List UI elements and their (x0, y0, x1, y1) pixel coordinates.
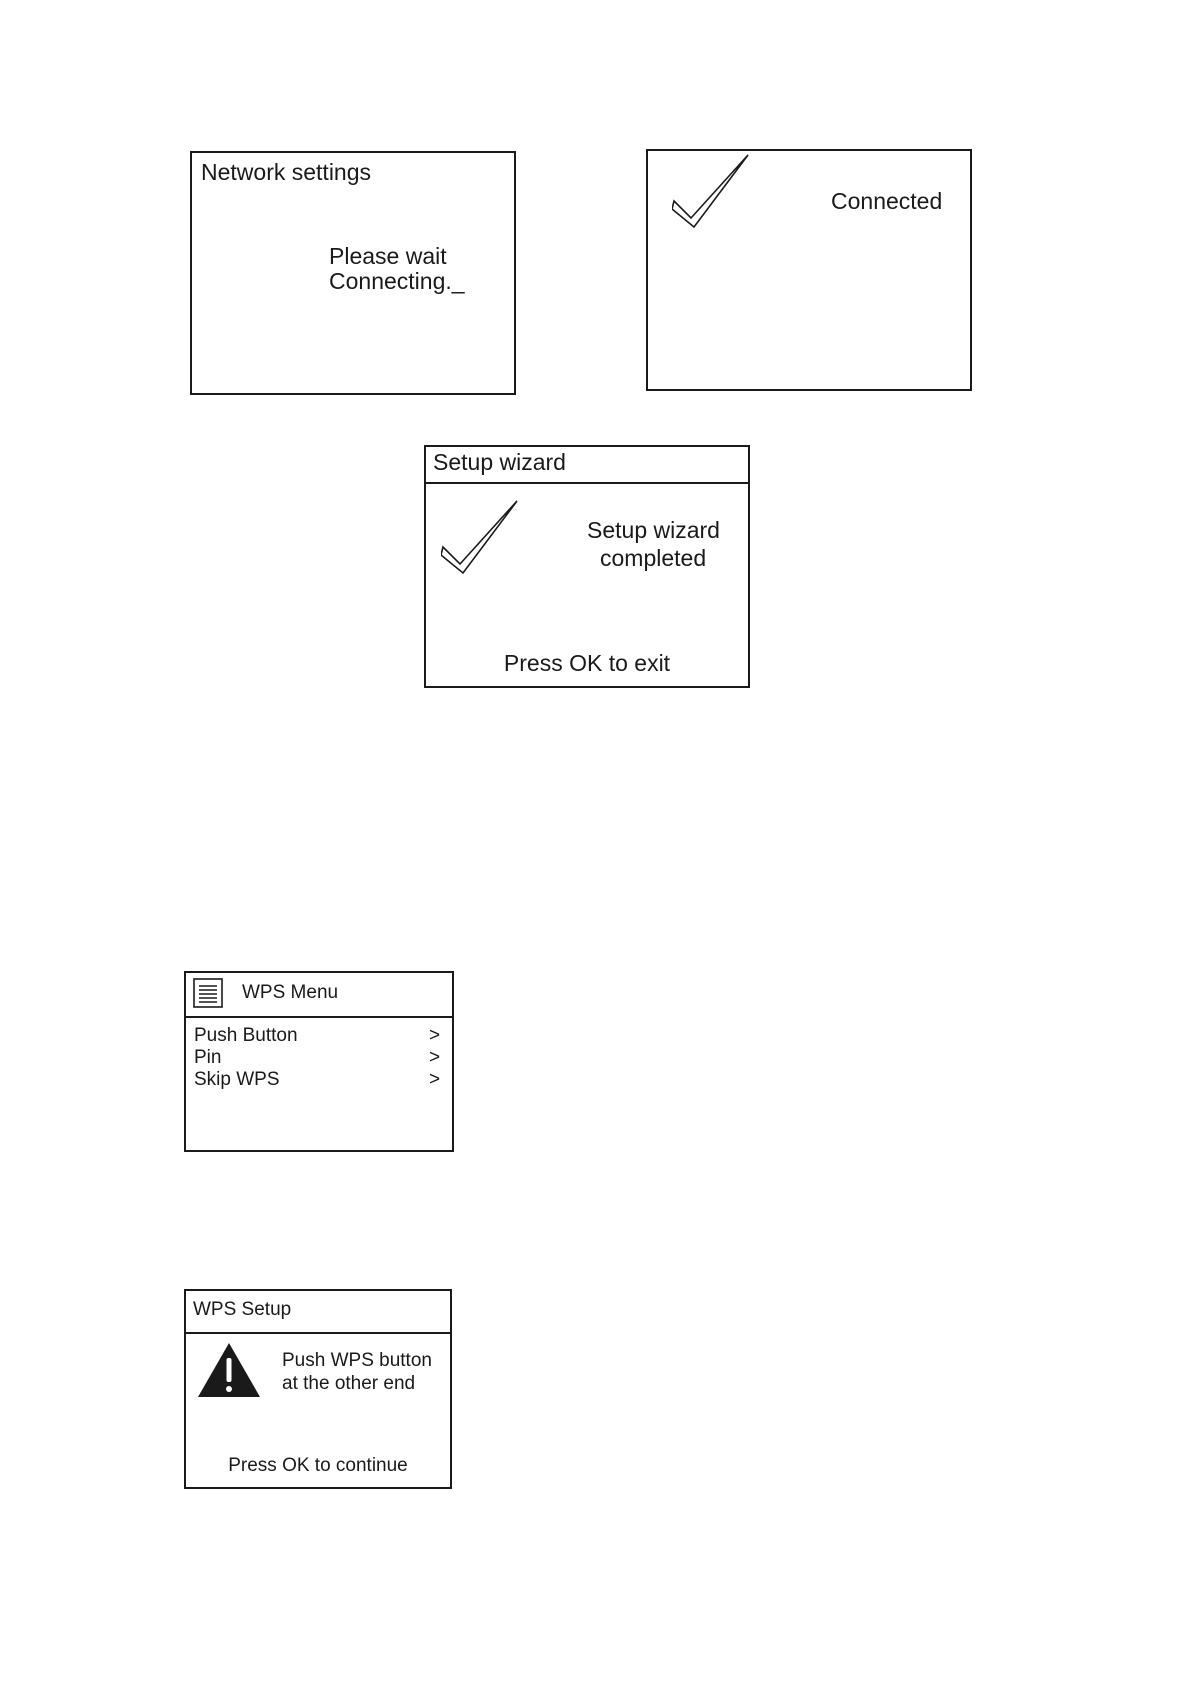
screen-title: Setup wizard (433, 449, 566, 475)
chevron-right-icon: > (429, 1047, 441, 1068)
wps-message-line2: at the other end (282, 1373, 416, 1394)
wps-setup-screen (184, 1289, 452, 1489)
screen-title: Network settings (201, 159, 372, 185)
wps-menu-screen (184, 971, 454, 1152)
setup-wizard-screen (424, 445, 750, 688)
footer-instruction: Press OK to continue (228, 1455, 408, 1476)
screen-header (186, 1291, 450, 1334)
check-icon (441, 499, 525, 579)
status-text-line2: Connecting._ (329, 268, 465, 294)
screen-header (186, 973, 452, 1018)
connected-message: Connected (831, 188, 943, 214)
menu-list-icon (193, 978, 225, 1010)
warning-icon (196, 1341, 262, 1399)
screen-header (426, 447, 748, 484)
menu-item-pin[interactable] (194, 1047, 452, 1069)
footer-instruction: Press OK to exit (503, 650, 671, 676)
check-icon (672, 153, 756, 233)
chevron-right-icon: > (429, 1069, 441, 1090)
wizard-message-line1: Setup wizard (587, 517, 720, 543)
screen-title: WPS Setup (193, 1299, 292, 1320)
network-settings-screen (190, 151, 516, 395)
menu-item-label: Skip WPS (194, 1069, 280, 1090)
wps-message-line1: Push WPS button (282, 1350, 432, 1371)
menu-item-label: Push Button (194, 1025, 298, 1046)
menu-item-label: Pin (194, 1047, 222, 1068)
wizard-message-line2: completed (600, 545, 707, 571)
status-text-line1: Please wait (329, 243, 447, 269)
chevron-right-icon: > (429, 1025, 441, 1046)
screen-title: WPS Menu (242, 982, 339, 1003)
menu-item-skip-wps[interactable] (194, 1069, 452, 1091)
menu-item-push-button[interactable] (194, 1025, 452, 1047)
connected-screen (646, 149, 972, 391)
